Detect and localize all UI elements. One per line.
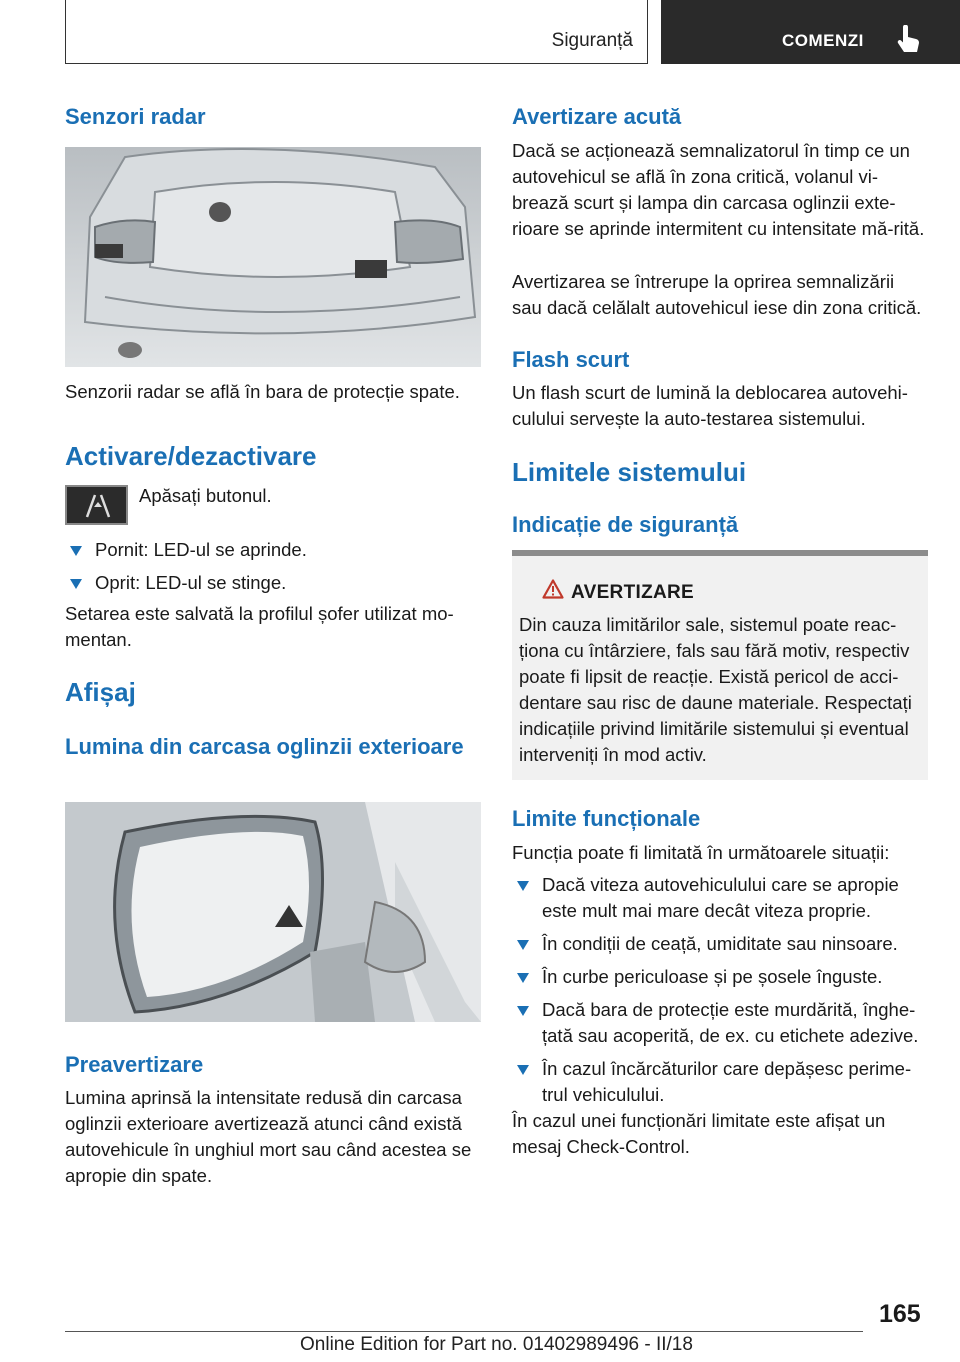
list-item: Oprit: LED-ul se stinge. xyxy=(65,570,481,596)
display-title: Afișaj xyxy=(65,677,136,707)
radar-sensors-title: Senzori radar xyxy=(65,104,206,129)
pre-warning-text: Lumina aprinsă la intensitate redusă din carcasa oglinzii exterioare avertizează atunci când există autovehicule în unghiul mort sau când acestea se apropie din spate. xyxy=(65,1087,472,1186)
bullet-triangle-icon xyxy=(517,1065,529,1075)
footer-edition: Online Edition for Part no. 01402989496 - II/18 xyxy=(300,1334,693,1355)
bullet-triangle-icon xyxy=(517,881,529,891)
warning-triangle-icon xyxy=(542,579,564,599)
rear-bumper-image xyxy=(65,147,481,367)
bullet-triangle-icon xyxy=(517,973,529,983)
warning-text: Din cauza limitărilor sale, sistemul poate reac-ționa cu întârziere, fals sau fără motiv, respectiv poate fi lipsit de reacție. Există pericol de acci-dentare sau risc de daune materiale. Respectați indicațiile privind limitările sistemului și eventual interveniți în mod activ. xyxy=(519,614,912,765)
footer-divider xyxy=(65,1331,863,1332)
flash-text: Un flash scurt de lumină la deblocarea autovehi-culului servește la auto-testarea sistemului. xyxy=(512,382,908,429)
bullet-triangle-icon xyxy=(517,1006,529,1016)
mirror-illustration xyxy=(65,802,481,1022)
activation-text: Apăsați butonul. xyxy=(139,485,272,506)
bullet-triangle-icon xyxy=(70,579,82,589)
list-item: Pornit: LED-ul se aprinde. xyxy=(65,537,481,563)
list-item: În condiții de ceață, umiditate sau ninsoare. xyxy=(512,931,928,957)
list-item: Dacă bara de protecție este murdărită, înghe-țată sau acoperită, de ex. cu etichete adezive. xyxy=(512,997,928,1049)
safety-note-title: Indicație de siguranță xyxy=(512,512,739,537)
bullet-triangle-icon xyxy=(517,940,529,950)
activation-list xyxy=(65,537,481,603)
list-item: În cazul încărcăturilor care depășesc perime-trul vehiculului. xyxy=(512,1056,928,1108)
blind-spot-button[interactable] xyxy=(65,485,128,525)
header-section-box xyxy=(65,0,648,64)
page-number: 165 xyxy=(879,1300,921,1328)
header-tab-label: COMENZI xyxy=(782,31,864,50)
check-control-text: În cazul unei funcționări limitate este afișat un mesaj Check-Control. xyxy=(512,1110,886,1157)
bullet-triangle-icon xyxy=(70,546,82,556)
functional-limits-title: Limite funcționale xyxy=(512,806,701,831)
radar-caption: Senzorii radar se află în bara de protecție spate. xyxy=(65,381,460,402)
pre-warning-title: Preavertizare xyxy=(65,1052,204,1077)
activation-title: Activare/dezactivare xyxy=(65,441,317,471)
functional-limits-text: Funcția poate fi limitată în următoarele situații: xyxy=(512,842,890,863)
lane-warning-icon xyxy=(67,487,126,523)
warning-label: AVERTIZARE xyxy=(571,582,694,603)
acute-warning-text: Dacă se acționează semnalizatorul în timp ce un autovehicul se află în zona critică, volanul vi-brează scurt și lampa din carcasa oglinzii exte-rioare se aprinde intermitent cu intensitate mă-rită. xyxy=(512,140,925,239)
acute-warning-stop-text: Avertizarea se întrerupe la oprirea semnalizării sau dacă celălalt autovehicul iese din zona critică. xyxy=(512,271,922,318)
mirror-light-title: Lumina din carcasa oglinzii exterioare xyxy=(65,734,464,759)
header-tab[interactable] xyxy=(661,0,960,64)
warning-box xyxy=(512,550,928,780)
acute-warning-title: Avertizare acută xyxy=(512,104,682,129)
system-limits-title: Limitele sistemului xyxy=(512,457,747,487)
flash-title: Flash scurt xyxy=(512,347,630,372)
functional-limits-list xyxy=(512,872,928,1115)
header-section-title: Siguranță xyxy=(551,30,633,51)
profile-saved-text: Setarea este salvată la profilul șofer utilizat mo-mentan. xyxy=(65,603,454,650)
pointing-hand-icon xyxy=(894,25,922,55)
list-item: În curbe periculoase și pe șosele înguste. xyxy=(512,964,928,990)
car-rear-illustration xyxy=(65,147,481,367)
mirror-image xyxy=(65,802,481,1022)
list-item: Dacă viteza autovehiculului care se apropie este mult mai mare decât viteza proprie. xyxy=(512,872,928,924)
